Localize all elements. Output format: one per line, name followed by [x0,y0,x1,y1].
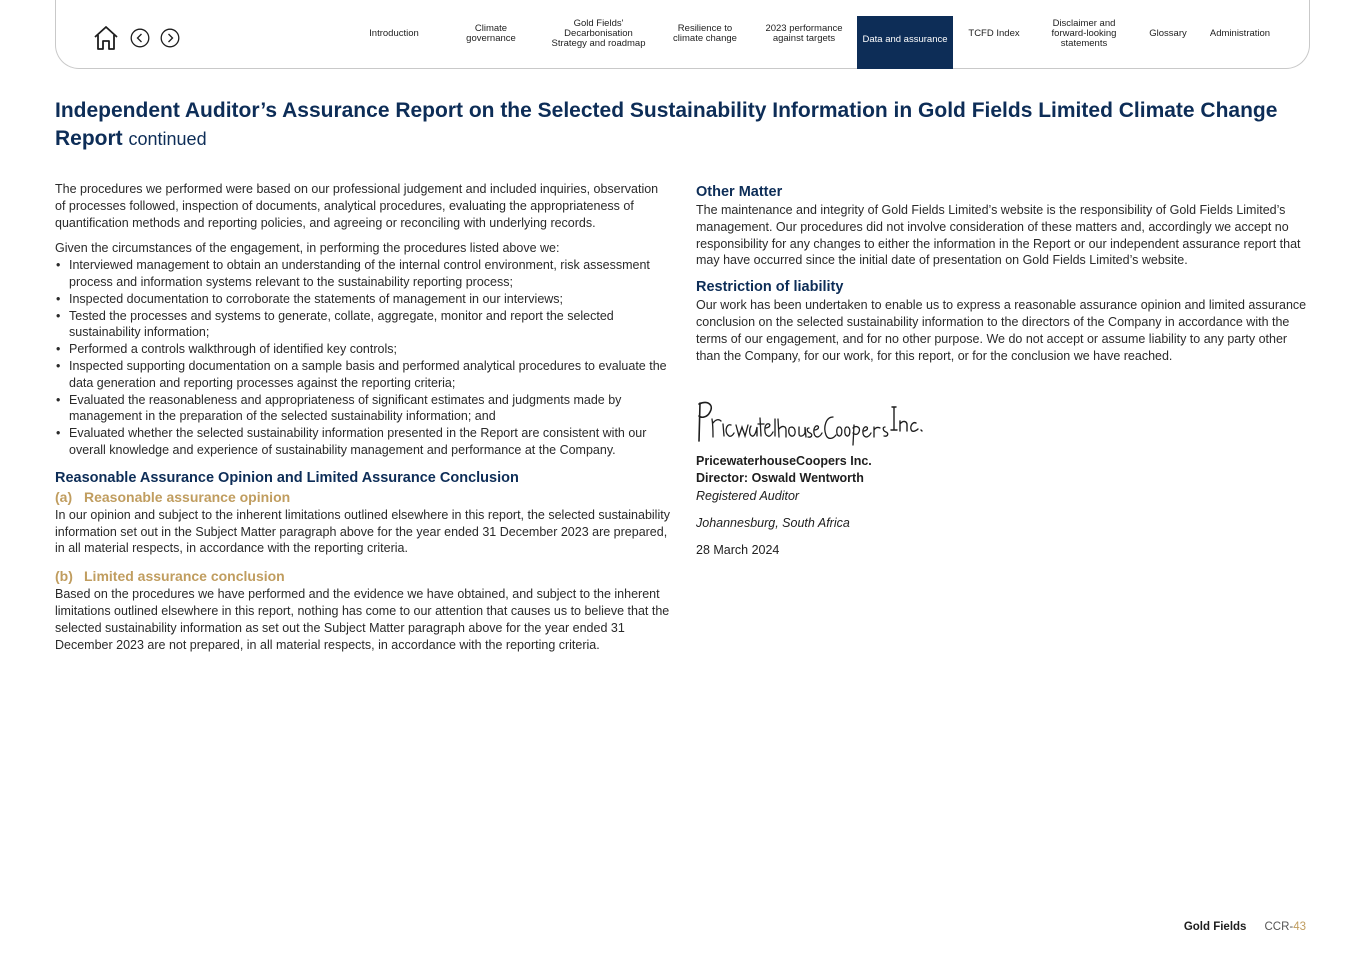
home-icon[interactable] [92,24,120,52]
tab-decarbonisation-strategy[interactable]: Gold Fields' Decarbonisation Strategy and roadmap [551,17,646,49]
tab-performance-targets[interactable]: 2023 performance against targets [765,22,843,44]
opinion-heading: Reasonable Assurance Opinion and Limited Assurance Conclusion [55,469,519,486]
firm-name: PricewaterhouseCoopers Inc. [696,454,872,469]
list-item: • Performed a controls walkthrough of identified key controls; [55,341,670,358]
tab-climate-governance[interactable]: Climate governance [466,22,516,44]
list-item: • Interviewed management to obtain an understanding of the internal control environment, risk assessment process and information systems relevant to the sustainability reporting process; [55,257,670,291]
chevron-left-icon[interactable] [130,28,150,48]
restriction-text: Our work has been undertaken to enable us to express a reasonable assurance opinion and limited assurance conclusion on the selected sustainability information to the directors of the Company in accordance with the terms of our engagement, and for no other purpose. We do not accept or assume liability to any party other than the Company, for our work, for this report, or for the conclusion we have reached. [696,298,1307,363]
list-item: • Inspected documentation to corroborate the statements of management in our interviews; [55,291,670,308]
limited-assurance-text: Based on the procedures we have performed and the evidence we have obtained, and subject to the inherent limitations outlined elsewhere in this report, nothing has come to our attention that causes us to believe that the selected sustainability information as set out the Subject Matter paragraph above for the year ended 31 December 2023 are not prepared, in all material respects, in accordance with the reporting criteria. [55,587,670,652]
tab-resilience[interactable]: Resilience to climate change [673,22,737,44]
procedures-paragraph: The procedures we performed were based on our professional judgement and included inquiries, observation of processes followed, inspection of documents, analytical procedures, evaluating the appropriateness of quantification methods and reporting policies, and agreeing or reconciling with underlying records. [55,182,659,230]
tab-data-assurance[interactable]: Data and assurance [857,16,953,69]
circumstances-paragraph: Given the circumstances of the engagement, in performing the procedures listed above we: [55,241,560,256]
signature-text: PricewaterhouseCoopers Inc. [696,397,710,399]
director-name: Director: Oswald Wentworth [696,471,864,486]
title-continued: continued [128,129,207,149]
nav-icon-group [92,24,180,52]
list-item: • Inspected supporting documentation on a sample basis and performed analytical procedures to evaluate the data generation and reporting processes against the reporting criteria; [55,358,670,392]
page-prefix: CCR- [1264,921,1294,933]
tab-tcfd-index[interactable]: TCFD Index [968,27,1020,39]
limited-assurance-heading: (b) Limited assurance conclusion [55,568,285,585]
tab-introduction[interactable]: Introduction [369,27,419,39]
tab-administration[interactable]: Administration [1209,27,1271,39]
reasonable-assurance-heading: (a) Reasonable assurance opinion [55,488,291,505]
chevron-right-icon[interactable] [160,28,180,48]
procedures-list [55,257,670,459]
right-column [696,181,1311,568]
restriction-heading: Restriction of liability [696,279,844,296]
left-column [55,181,670,662]
other-matter-text: The maintenance and integrity of Gold Fields Limited’s website is the responsibility of Gold Fields Limited’s management. Our procedures did not involve consideration of these matters and, accordingly we accept no responsibility for any changes to either the information in the Report or our independent assurance report that may have occurred since the initial date of presentation on Gold Fields Limited’s website. [696,203,1301,268]
other-matter-heading: Other Matter [696,184,783,200]
report-date: 28 March 2024 [696,542,780,557]
auditor-signature [696,397,926,447]
list-item: • Evaluated whether the selected sustainability information presented in the Report are consistent with our overall knowledge and experience of sustainability management and performance at the Company. [55,425,670,459]
tab-disclaimer[interactable]: Disclaimer and forward-looking statements [1051,17,1117,49]
list-item: • Tested the processes and systems to generate, collate, aggregate, monitor and report the selected sustainability information; [55,308,670,342]
list-item: • Evaluated the reasonableness and appropriateness of significant estimates and judgments made by management in the preparation of the selected sustainability information; and [55,392,670,426]
top-navigation [55,0,1310,69]
page-title: Independent Auditor’s Assurance Report on the Selected Sustainability Information in Gold Fields Limited Climate Change Report continued [55,99,1278,150]
page-footer [1184,921,1306,933]
tab-glossary[interactable]: Glossary [1149,27,1187,39]
reasonable-assurance-text: In our opinion and subject to the inherent limitations outlined elsewhere in this report, the selected sustainability information set out in the Subject Matter paragraph above for the year ended 31 December 2023 are prepared, in all material respects, in accordance with the reporting criteria. [55,507,670,556]
location: Johannesburg, South Africa [696,515,850,530]
page-number: 43 [1293,921,1306,933]
auditor-role: Registered Auditor [696,489,800,504]
footer-brand: Gold Fields [1183,921,1247,933]
